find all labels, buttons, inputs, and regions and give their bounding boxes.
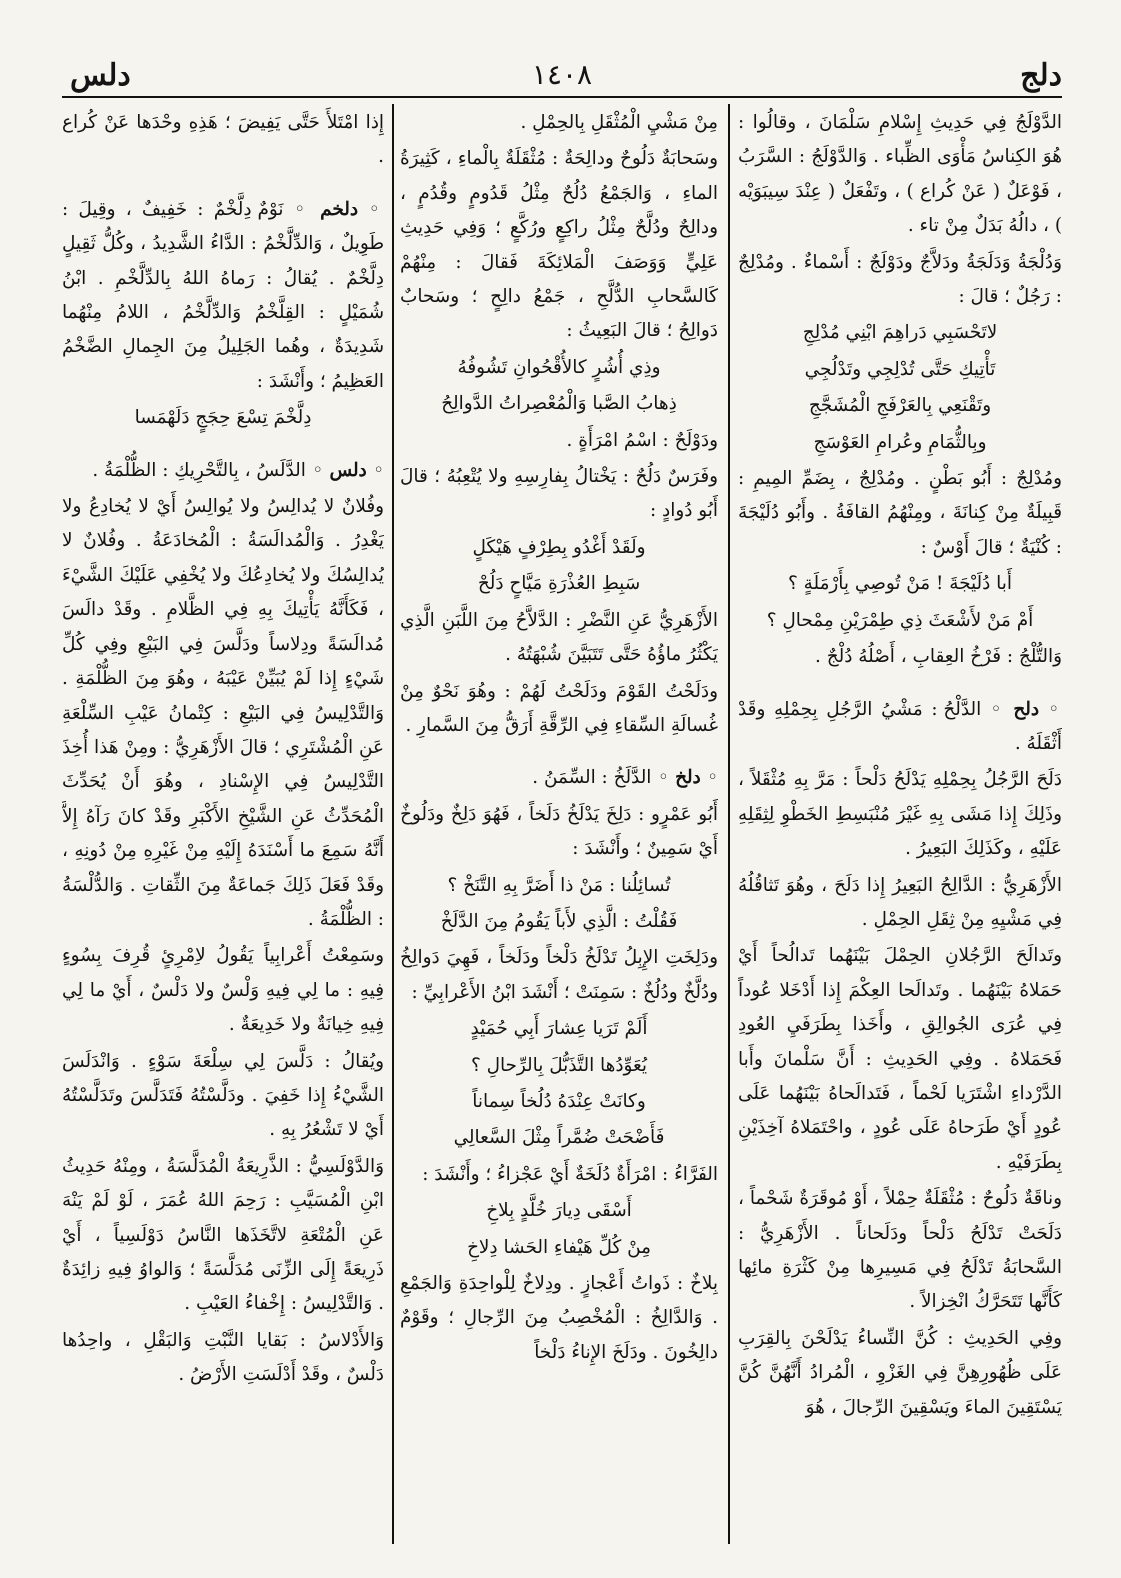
verse-line: أَبا دُلَيْجَةَ ! مَنْ تُوصِي بِأَرْمَلَةٍ ؟	[788, 573, 1012, 595]
paragraph: ودَلَحْتُ القَوْمَ ودَلَحْتُ لَهُمْ : وهُوَ نَحْوٌ مِنْ غُسالَةِ السِّقاءِ فِي الرِّقَّةِ أَرَقُّ مِنَ السَّمارِ .	[400, 680, 718, 736]
entry-headword: ◦ دلخم ◦	[283, 198, 384, 220]
verse-line: وبِالثُّمَامِ وعُرامِ العَوْسَجِ	[813, 431, 987, 453]
paragraph: الدَّوْلَجُ فِي حَدِيثِ إِسْلامِ سَلْمَانَ ، وقالُوا : هُوَ الكِناسُ مَأْوَى الظِّباء . وَالدَّوْلَجُ : السَّرَبُ ، فَوْعَلٌ ( عَنْ كُراع ) ، وتَفْعَلٌ ( عِنْدَ سِيبَوَيْه ) ، دالُهُ بَدَلٌ مِنْ تاء .	[738, 112, 1062, 237]
right-running-headword: دلج	[1020, 58, 1062, 93]
entry-text: نَوْمٌ دِلَّخْمٌ : خَفِيفٌ ، وقِيلَ : طَوِيلٌ ، وَالدِّلَّخْمُ : الدَّاءُ الشَّدِيدُ ، وكُلُّ ثَقِيلٍ دِلَّخْمٌ . يُقالُ : رَماهُ اللهُ بِالدِّلَّخْمِ . ابْنُ شُمَيْلٍ : القِلَّخْمُ وَالدِّلَّخْمُ ، اللامُ مِنْهُما شَدِيدَةٌ ، وهُما الجَلِيلُ مِنَ الجِمالِ الضَّخْمُ العَظِيمُ ؛ وأَنْشَدَ :	[62, 198, 384, 392]
verse-line: أَسْقَى دِيارَ خُلَّدٍ بِلاخِ	[486, 1200, 632, 1222]
header-rule	[62, 96, 1062, 98]
dictionary-entry	[738, 693, 1062, 762]
paragraph: الفَرَّاءُ : امْرَأَةٌ دُلَخَةٌ أَيْ عَجْزاءُ ؛ وأَنْشَدَ :	[422, 1163, 718, 1185]
verse-line: أَمْ مَنْ لأَشْعَثَ ذِي طِمْرَيْنِ مِمْحالِ ؟	[766, 609, 1034, 631]
paragraph: ودَوْلَحٌ : اسْمُ امْرَأَةٍ .	[566, 429, 718, 451]
paragraph: وَالتُّلْجُ : فَرْخُ العِقابِ ، أَصْلُهُ دُلْجٌ .	[815, 646, 1062, 668]
verse-line: دِلَّخْمَ تِسْعَ حِجَجٍ دَلَهْمَسا	[134, 407, 312, 429]
paragraph: بِلاخٌ : ذَواتُ أَعْجازٍ . ودِلاخٌ لِلْواحِدَةِ وَالجَمْعِ . وَالدَّالِخُ : الْمُخْصِبُ مِنَ الرِّجالِ ؛ وقَوْمٌ دالِخُونَ . ودَلَخَ الإِناءُ دَلْخاً	[400, 1273, 718, 1363]
paragraph: وفَرَسٌ دَلُحٌ : يَخْتالُ بِفارِسِهِ ولا يُتْعِبُهُ ؛ قالَ أَبُو دُوادٍ :	[400, 466, 718, 522]
dictionary-entry	[62, 193, 384, 399]
column-right	[738, 106, 1062, 1546]
column-middle	[400, 106, 718, 1546]
verse-line: لاتَحْسَبِي دَراهِمَ ابْنِي مُدْلِجِ	[802, 322, 998, 344]
paragraph: وَالأَدْلاسُ : بَقايا النَّبْتِ وَالبَقْلِ ، واحِدُها دَلْسٌ ، وقَدْ أَدْلَسَتِ الأَرْضُ .	[62, 1329, 384, 1386]
verse-line: يُعَوِّدُها التَّذَبُّلَ بِالرِّحالِ ؟	[470, 1054, 648, 1076]
verse-line: تَأْتِيكِ حَتَّى تُدْلِجِي وتَدْلُجِي	[804, 358, 996, 380]
verse-line: ولَقَدْ أَغْدُو بِطِرْفٍ هَيْكَلٍ	[472, 536, 646, 558]
verse-line: تُسائِلُنا : مَنْ ذا أَضَرَّ بِهِ التَّنَخْ ؟	[447, 874, 671, 896]
entry-headword: ◦ دلح ◦	[981, 698, 1062, 720]
verse-line: سَبِطِ العُذْرَةِ مَيَّاحٍ دَلُحْ	[477, 573, 641, 595]
entry-headword: ◦ دلس ◦	[305, 459, 384, 481]
entry-text: الدَّلَسُ ، بِالتَّحْرِيكِ : الظُّلْمَةُ .	[92, 459, 306, 481]
paragraph: الأَزْهَرِيُّ عَنِ النَّضْرِ : الدَّلاَّحُ مِنَ اللَّبَنِ الَّذِي يَكْثُرُ ماؤُهُ حَتَّى تَتَبَيَّنَ شُبْهَتُهُ .	[400, 609, 718, 666]
entry-headword: ◦ دلخ ◦	[651, 767, 718, 789]
paragraph: وَالدَّوْلَسِيُّ : الذَّرِيعَةُ الْمُدَلَّسَةُ ، ومِنْهُ حَدِيثُ ابْنِ الْمُسَيَّبِ : رَحِمَ اللهُ عُمَرَ ، لَوْ لَمْ يَنْهَ عَنِ الْمُتْعَةِ لاتَّخَذَها النَّاسُ دَوْلَسِياً ، أَيْ ذَرِيعَةً إِلَى الزِّنَى مُدَلَّسَةً ؛ وَالواوُ فِيهِ زائِدَةٌ . وَالتَّدْلِيسُ : إِخْفاءُ العَيْبِ .	[62, 1155, 384, 1315]
paragraph: وتَدالَحَ الرَّجُلانِ الحِمْلَ بَيْنَهُما تَدالُحاً أَيْ حَمَلاهُ بَيْنَهُما . وتَدالَحا العِكْمَ إِذا أَدْخَلا عُوداً فِي عُرَى الجُوالِقِ ، وأَخَذا بِطَرَفَيِ العُودِ فَحَمَلاهُ . وفِي الحَدِيثِ : أَنَّ سَلْمانَ وأَبا الدَّرْداءِ اشْتَرَيا لَحْماً ، فَتَدالَحاهُ بَيْنَهُما عَلَى عُودٍ أَيْ طَرَحاهُ عَلَى عُودٍ ، واحْتَمَلاهُ آخِذَيْنِ بِطَرَفَيْهِ .	[738, 945, 1062, 1173]
entry-text: الدَّلْحُ : مَشْيُ الرَّجُلِ بِحِمْلِهِ وقَدْ أَثْقَلَهُ .	[738, 698, 1062, 754]
verse-line: وكانَتْ عِنْدَهُ دُلُخاً سِماناً	[472, 1090, 646, 1112]
column-separator	[728, 104, 730, 1544]
entry-text: الدَّلَخُ : السِّمَنُ .	[532, 767, 652, 789]
paragraph: مِنْ مَشْيِ الْمُثْقَلِ بِالحِمْلِ .	[520, 112, 718, 133]
verse-line: فَأَضْحَتْ ضُمَّراً مِثْلَ السَّعالِي	[453, 1127, 665, 1149]
paragraph: وسَحابَةٌ دَلُوحٌ ودالِحَةٌ : مُثْقَلَةٌ بِالْماءِ ، كَثِيرَةُ الماءِ ، وَالجَمْعُ دُلُحٌ مِثْلُ قَدُومٍ وقُدُمٍ ، ودالِحٌ ودُلَّحٌ مِثْلُ راكِعٍ ورُكَّعٍ ؛ وَفِي حَدِيثِ عَلِيٍّ وَوَصَفَ الْمَلائِكَةَ فَقالَ : مِنْهُمْ كَالسَّحابِ الدُّلَّحِ ، جَمْعُ دالِحٍ ؛ وسَحابٌ دَوالِحُ ؛ قالَ البَعِيثُ :	[400, 148, 718, 342]
paragraph: وفُلانٌ لا يُدالِسُ ولا يُوالِسُ أَيْ لا يُخادِعُ ولا يَغْدِرُ . وَالْمُدالَسَةُ : الْمُخادَعَةُ . وفُلانٌ لا يُدالِسُكَ ولا يُخادِعُكَ ولا يُخْفِي عَلَيْكَ الشَّيْءَ ، فَكَأَنَّهُ يَأْتِيكَ بِهِ فِي الظَّلامِ . وقَدْ دالَسَ مُدالَسَةً ودِلاساً ودَلَّسَ فِي البَيْعِ وفِي كُلِّ شَيْءٍ إِذا لَمْ يُبَيِّنْ عَيْبَهُ ، وهُوَ مِنَ الظُّلْمَةِ . وَالتَّدْلِيسُ فِي البَيْعِ : كِتْمانُ عَيْبِ السِّلْعَةِ عَنِ الْمُشْتَرِي ؛ قالَ الأَزْهَرِيُّ : ومِنْ هَذا أُخِذَ التَّدْلِيسُ فِي الإِسْنادِ ، وهُوَ أَنْ يُحَدِّثَ الْمُحَدِّثُ عَنِ الشَّيْخِ الأَكْبَرِ وقَدْ كانَ رَآهُ إِلاَّ أَنَّهُ سَمِعَ ما أَسْنَدَهُ إِلَيْهِ مِنْ غَيْرِهِ مِنْ دُونِهِ ، وقَدْ فَعَلَ ذَلِكَ جَماعَةٌ مِنَ الثِّقاتِ . وَالدُّلْسَةُ : الظُّلْمَةُ .	[62, 496, 384, 930]
paragraph: ودَلِخَتِ الإِبِلُ تَدْلَخُ دَلْخاً ودَلَخاً ، فَهِيَ دَوالِخُ ودُلَّخٌ ودُلُخٌ : سَمِنَتْ ؛ أَنْشَدَ ابْنُ الأَعْرابِيِّ :	[400, 947, 718, 1003]
verse-line: فَقُلْتُ : الَّذِي لأَباً يَقُومُ مِنَ الدَّلَخْ	[440, 910, 678, 932]
page-number: ١٤٠٨	[531, 58, 593, 91]
page-header	[62, 52, 1062, 96]
paragraph: وفِي الحَدِيثِ : كُنَّ النِّساءُ يَدْلَحْنَ بِالقِرَبِ عَلَى ظُهُورِهِنَّ فِي الغَزْوِ ، الْمُرادُ أَنَّهُنَّ كُنَّ يَسْتَقِينَ الماءَ ويَسْقِينَ الرِّجالَ ، هُوَ	[738, 1327, 1062, 1418]
paragraph: ومُدْلِجٌ : أَبُو بَطْنٍ . ومُدْلِجٌ ، بِضَمِّ المِيمِ : قَبِيلَةٌ مِنْ كِنانَةَ ، ومِنْهُمُ القافَةُ . وأَبُو دُلَيْجَةَ : كُنْيَةٌ ؛ قالَ أَوْسٌ :	[738, 468, 1062, 558]
paragraph: أَبُو عَمْرٍو : دَلِخَ يَدْلَخُ دَلَخاً ، فَهُوَ دَلِخٌ ودَلُوخٌ أَيْ سَمِينٌ ؛ وأَنْشَدَ :	[400, 803, 718, 860]
column-left	[62, 106, 384, 1546]
verse-line: مِنْ كُلِّ هَيْفاءِ الحَشا دِلاخِ	[467, 1236, 651, 1258]
dictionary-entry	[400, 761, 718, 795]
verse-line: وتَقْنَعِي بِالعَرْفَجِ الْمُشَجَّجِ	[808, 395, 992, 417]
left-running-headword: دلس	[70, 58, 131, 93]
column-separator	[392, 104, 394, 1544]
verse-line: ذِهابُ الصَّبا وَالْمُعْصِراتُ الدَّوالِحُ	[441, 393, 677, 415]
paragraph: وسَمِعْتُ أَعْرابِياً يَقُولُ لاِمْرِئٍ قُرِفَ بِسُوءٍ فِيهِ : ما لِي فِيهِ وَلْسٌ ولا دَلْسٌ ، أَيْ ما لِي فِيهِ خِيانَةٌ ولا خَدِيعَةٌ .	[62, 945, 384, 1036]
paragraph: دَلَحَ الرَّجُلُ بِحِمْلِهِ يَدْلَحُ دَلْحاً : مَرَّ بِهِ مُثْقَلاً ، وذَلِكَ إِذا مَشَى بِهِ غَيْرَ مُنْبَسِطِ الخَطْوِ لِثِقَلِهِ عَلَيْهِ ، وكَذَلِكَ البَعِيرُ .	[738, 769, 1062, 860]
paragraph: وناقَةٌ دَلُوحٌ : مُثْقَلَةٌ حِمْلاً ، أَوْ مُوقَرَةٌ شَحْماً ، دَلَحَتْ تَدْلَحُ دَلْحاً ودَلَحاناً . الأَزْهَرِيُّ : السَّحابَةُ تَدْلَحُ فِي مَسِيرِها مِنْ كَثْرَةِ مائِها كَأَنَّها تَتَحَرَّكُ انْخِزالاً .	[738, 1188, 1062, 1313]
verse-line: وذِي أُشُرٍ كالأُقْحُوانِ تَشُوفُهُ	[457, 356, 661, 378]
dictionary-entry	[62, 454, 384, 488]
paragraph: الأَزْهَرِيُّ : الدَّالِحُ البَعِيرُ إِذا دَلَحَ ، وهُوَ تَثاقُلُهُ فِي مَشْيِهِ مِنْ ثِقَلِ الحِمْلِ .	[738, 874, 1062, 930]
paragraph: ويُقالُ : دَلَّسَ لِي سِلْعَةَ سَوْءٍ . وَانْدَلَسَ الشَّيْءُ إِذا خَفِيَ . ودَلَّسْتُهُ فَتَدَلَّسَ وتَدَلَّسْتُهُ أَيْ لا تَشْعُرُ بِهِ .	[62, 1050, 384, 1141]
paragraph: وَدُلْجَةُ وَدَلَجَةُ ودَلاَّجٌ ودَوْلَجٌ : أَسْماءٌ . ومُدْلِجٌ : رَجُلٌ ؛ قالَ :	[738, 251, 1062, 308]
paragraph: إِذا امْتَلأَ حَتَّى يَفِيضَ ؛ هَذِهِ وحْدَها عَنْ كُراع .	[62, 112, 384, 168]
verse-line: أَلَمْ تَرَيا عِشارَ أَبِي حُمَيْدٍ	[470, 1018, 648, 1040]
